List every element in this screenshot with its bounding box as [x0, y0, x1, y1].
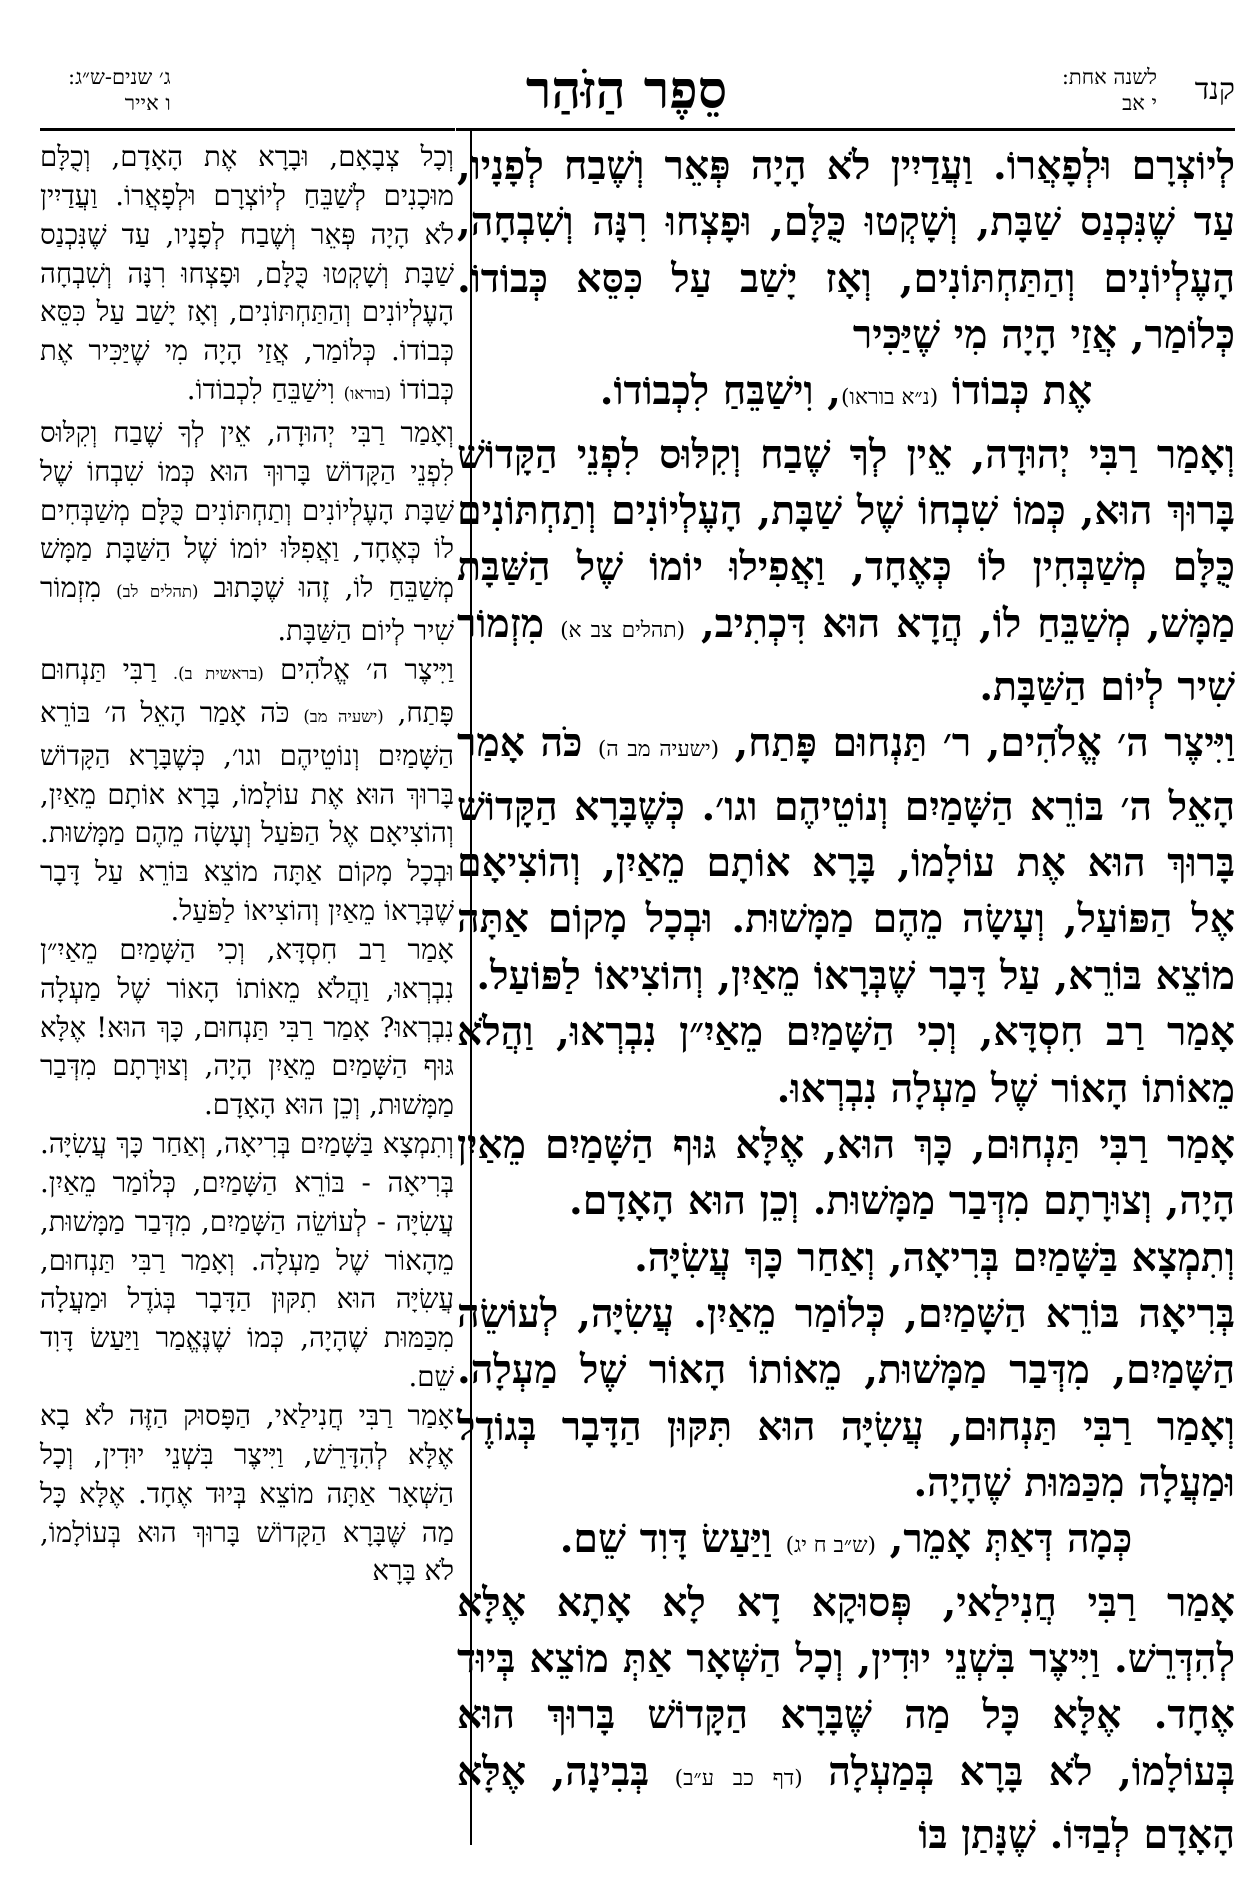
- side-p1-text-b: וִישַׁבֵּחַ לִכְבוֹדוֹ.: [186, 373, 335, 407]
- side-p3-text-c: כֹּה אָמַר הָאֵל ה׳ בּוֹרֵא הַשָּׁמַיִם וְנוֹטֵיהֶם וגו׳, כְּשֶׁבָּרָא הַקָּדוֹשׁ בָּרוּךְ הוּא אֶת עוֹלָמוֹ, בָּרָא אוֹתָם מֵאַיִן, וְהוֹצִיאָם אֶל הַפֹּעַל וְעָשָׂה מֵהֶם מַמָּשׁוּת. וּבְכָל מָקוֹם אַתָּה מוֹצֵא בּוֹרֵא עַל דָּבָר שֶׁבְּרָאוֹ מֵאַיִן וְהוֹצִיאוֹ לַפֹּעַל.: [40, 695, 454, 928]
- side-paragraph-2: [40, 414, 454, 651]
- header-left-info: [68, 64, 171, 116]
- main-p9-text-a: אָמַר רַבִּי חֲנִילַאי, פְּסוּקָא דָא לָא אָתָא אֶלָּא לְהִדְּרֵשׁ. וַיִּיצֶר בִּשְׁנֵי יוּדִין, וְכָל הַשְּׁאָר אַתְּ מוֹצֵא בְּיוּד אֶחָד. אֶלָּא כָּל מַה שֶּׁבָּרָא הַקָּדוֹשׁ בָּרוּךְ הוּא בְּעוֹלָמוֹ, לֹא בָּרָא בְּמַעְלָה: [457, 1579, 1235, 1795]
- main-column: [457, 138, 1235, 1863]
- header-right-line1: לשנה אחת:: [1061, 65, 1157, 89]
- side-p3-reference-2: (ישעיה מב): [303, 706, 384, 726]
- header-rule-side: [40, 128, 455, 131]
- main-p3-text-b: מִזְמוֹר שִׁיר לְיוֹם הַשַּׁבָּת.: [457, 600, 1235, 711]
- main-p8-reference: (ש״ב ח יג): [785, 1533, 876, 1559]
- header-rule-main: [456, 128, 1235, 131]
- side-paragraph-4: אָמַר רַב חִסְדָּא, וְכִי הַשָּׁמַיִם מֵאַיִ״ן נִבְרְאוּ, וַהֲלֹא מֵאוֹתוֹ הָאוֹר שֶׁל מַעְלָה נִבְרְאוּ? אָמַר רַבִּי תַּנְחוּם, כָּךְ הוּא! אֶלָּא גּוּף הַשָּׁמַיִם מֵאַיִן הָיָה, וְצוּרָתָם מִדְּבַר מַמָּשׁוּת, וְכֵן הוּא הָאָדָם.: [40, 932, 454, 1122]
- side-p3-text-b: רַבִּי תַּנְחוּם פָּתַח,: [40, 652, 454, 729]
- main-p9-reference: (דף כב ע״ב): [674, 1765, 803, 1791]
- main-paragraph-4: [457, 715, 1235, 1004]
- main-p3-text-a: וְאָמַר רַבִּי יְהוּדָה, אֵין לְךָ שֶׁבַח וְקִלּוּס לִפְנֵי הַקָּדוֹשׁ בָּרוּךְ הוּא, כְּמוֹ שִׁבְחוֹ שֶׁל שַׁבָּת, הָעֶלְיוֹנִים וְתַחְתּוֹנִים כֻּלָּם מְשַׁבְּחִין לוֹ כְּאֶחָד, וַאֲפִילוּ יוֹמוֹ שֶׁל הַשַּׁבָּת מַמָּשׁ, מְשַׁבֵּחַ לוֹ, הֲדָא הוּא דִּכְתִיב,: [457, 431, 1235, 647]
- main-p3-reference: (תהלים צב א): [560, 617, 686, 643]
- header-left-line2: ו אייר: [124, 91, 171, 115]
- side-paragraph-3: [40, 651, 454, 931]
- main-p2-text-a: אֶת כְּבוֹדוֹ: [951, 368, 1093, 415]
- main-p9-text-b: בְּבִינָה, אֶלָּא הָאָדָם לְבַדּוֹ. שֶׁנָּתַן בּוֹ: [457, 1748, 1235, 1858]
- page-header: [18, 58, 1235, 132]
- side-p2-text-b: מִזְמוֹר שִׁיר לְיוֹם הַשַּׁבָּת.: [40, 571, 454, 648]
- main-paragraph-1: לְיוֹצְרָם וּלְפָאֲרוֹ. וַעֲדַיִין לֹא הָיָה פְּאֵר וְשֶׁבַח לְפָנָיו, עַד שֶׁנִּכְנַס שַׁבָּת, וְשָׁקְטוּ כֻּלָּם, וּפָצְחוּ רִנָּה וְשִׁבְחָה, הָעֶלְיוֹנִים וְהַתַּחְתּוֹנִים, וְאָז יָשַׁב עַל כִּסֵּא כְּבוֹדוֹ. כְּלוֹמַר, אֲזַי הָיָה מִי שֶׁיַּכִּיר: [457, 143, 1235, 359]
- main-paragraph-7a: וְתִמְצָא בַּשָּׁמַיִם בְּרִיאָה, וְאַחַר כָּךְ עֲשִׂיָּה.: [634, 1234, 1235, 1281]
- main-p4-reference: (ישעיה מב ה): [597, 737, 720, 763]
- header-left-line1: ג׳ שנים-ש״ג:: [68, 65, 171, 89]
- main-paragraph-9: [457, 1575, 1235, 1864]
- page-number: קנד: [1194, 72, 1235, 107]
- side-paragraph-1: [40, 138, 454, 414]
- main-p4-text-b: כֹּה אָמַר הָאֵל ה׳ בּוֹרֵא הַשָּׁמַיִם וְנוֹטֵיהֶם וגו׳. כְּשֶׁבָּרָא הַקָּדוֹשׁ בָּרוּךְ הוּא אֶת עוֹלָמוֹ, בָּרָא אוֹתָם מֵאַיִן, וְהוֹצִיאָם אֶל הַפּוֹעַל, וְעָשָׂה מֵהֶם מַמָּשׁוּת. וּבְכָל מָקוֹם אַתָּה מוֹצֵא בּוֹרֵא, עַל דָּבָר שֶׁבְּרָאוֹ מֵאַיִן, וְהוֹצִיאוֹ לַפּוֹעַל.: [457, 720, 1235, 999]
- side-p2-text-a: וְאָמַר רַבִּי יְהוּדָה, אֵין לְךָ שֶׁבַח וְקִלּוּס לִפְנֵי הַקָּדוֹשׁ בָּרוּךְ הוּא כְּמוֹ שִׁבְחוֹ שֶׁל שַׁבָּת הָעֶלְיוֹנִים וְתַחְתּוֹנִים כֻּלָּם מְשַׁבְּחִים לוֹ כְּאֶחָד, וַאֲפִלּוּ יוֹמוֹ שֶׁל הַשַּׁבָּת מַמָּשׁ מְשַׁבֵּחַ לוֹ, זֶהוּ שֶׁכָּתוּב: [40, 415, 454, 605]
- side-p2-reference: (תהלים לב): [116, 582, 199, 602]
- main-p2-text-b: , וִישַׁבֵּחַ לִכְבוֹדוֹ.: [599, 368, 841, 415]
- main-p8-text-b: וַיַּעַשׂ דָּוִד שֵׁם.: [559, 1516, 772, 1563]
- side-p1-text-a: וְכָל צְבָאָם, וּבָרָא אֶת הָאָדָם, וְכֻלָּם מוּכָנִים לְשַׁבֵּחַ לְיוֹצְרָם וּלְפָאֲרוֹ. וַעֲדַיִין לֹא הָיָה פְּאֵר וְשֶׁבַח לְפָנָיו, עַד שֶׁנִּכְנַס שַׁבָּת וְשָׁקְטוּ כֻּלָּם, וּפָצְחוּ רִנָּה וְשִׁבְחָה הָעֶלְיוֹנִים וְהַתַּחְתּוֹנִים, וְאָז יָשַׁב עַל כִּסֵּא כְּבוֹדוֹ. כְּלוֹמַר, אֲזַי הָיָה מִי שֶׁיַּכִּיר אֶת כְּבוֹדוֹ: [40, 140, 454, 407]
- side-p3-text-a: וַיִּיצֶר ה׳ אֱלֹהִים: [280, 652, 454, 686]
- main-paragraph-5: אָמַר רַב חִסְדָּא, וְכִי הַשָּׁמַיִם מֵאַיִ״ן נִבְרְאוּ, וַהֲלֹא מֵאוֹתוֹ הָאוֹר שֶׁל מַעְלָה נִבְרְאוּ.: [457, 1009, 1235, 1112]
- main-p8-text-a: כְּמָה דְּאַתְּ אָמֵר,: [889, 1516, 1133, 1563]
- header-right-line2: י אב: [1122, 91, 1157, 115]
- main-paragraph-6: אָמַר רַבִּי תַּנְחוּם, כָּךְ הוּא, אֶלָּא גּוּף הַשָּׁמַיִם מֵאַיִן הָיָה, וְצוּרָתָם מִדְּבַר מַמָּשׁוּת. וְכֵן הוּא הָאָדָם.: [457, 1121, 1235, 1225]
- main-paragraph-3: [457, 427, 1235, 716]
- side-paragraph-5: וְתִמְצָא בַּשָּׁמַיִם בְּרִיאָה, וְאַחַר כָּךְ עֲשִׂיָּה. בְּרִיאָה - בּוֹרֵא הַשָּׁמַיִם, כְּלוֹמַר מֵאַיִן. עֲשִׂיָּה - לְעוֹשֵׂה הַשָּׁמַיִם, מִדְּבַר מַמָּשׁוּת, מֵהָאוֹר שֶׁל מַעְלָה. וְאָמַר רַבִּי תַּנְחוּם, עֲשִׂיָּה הוּא תִקּוּן הַדָּבָר בְּגֹדֶל וּמַעֲלָה מִכַּמּוּת שֶׁהָיָה, כְּמוֹ שֶׁנֶּאֱמַר וַיַּעַשׂ דָּוִד שֵׁם.: [40, 1127, 454, 1394]
- main-p2-reference: (נ״א בוראו): [840, 385, 939, 411]
- main-p4-text-a: וַיִּיצֶר ה׳ אֱלֹהִים, ר׳ תַּנְחוּם פָּתַח,: [734, 720, 1235, 767]
- main-paragraph-8: [457, 1511, 1235, 1574]
- side-p1-reference: (בוראו): [343, 384, 392, 404]
- side-column: [40, 138, 454, 1591]
- page-title: סֵפֶר הַזֹּהַר: [525, 60, 728, 121]
- main-paragraph-2: [457, 363, 1235, 426]
- side-paragraph-6: אָמַר רַבִּי חֲנִילַאי, הַפָּסוּק הַזֶּה לֹא בָא אֶלָּא לְהִדָּרֵשׁ, וַיִּיצֶר בִּשְׁנֵי יוּדִין, וְכָל הַשְּׁאָר אַתָּה מוֹצֵא בְּיוּד אֶחָד. אֶלָּא כָּל מַה שֶּׁבָּרָא הַקָּדוֹשׁ בָּרוּךְ הוּא בְּעוֹלָמוֹ, לֹא בָּרָא: [40, 1399, 454, 1588]
- side-p3-reference-1: (בראשית ב).: [172, 663, 264, 683]
- main-paragraph-7b: בְּרִיאָה בּוֹרֵא הַשָּׁמַיִם, כְּלוֹמַר מֵאַיִן. עֲשִׂיָּה, לְעוֹשֵׂה הַשָּׁמַיִם, מִדְּבַר מַמָּשׁוּת, מֵאוֹתוֹ הָאוֹר שֶׁל מַעְלָה. וְאָמַר רַבִּי תַּנְחוּם, עֲשִׂיָּה הוּא תִּקּוּן הַדָּבָר בְּגוֹדֶל וּמַעֲלָה מִכַּמּוּת שֶׁהָיָה.: [457, 1290, 1235, 1506]
